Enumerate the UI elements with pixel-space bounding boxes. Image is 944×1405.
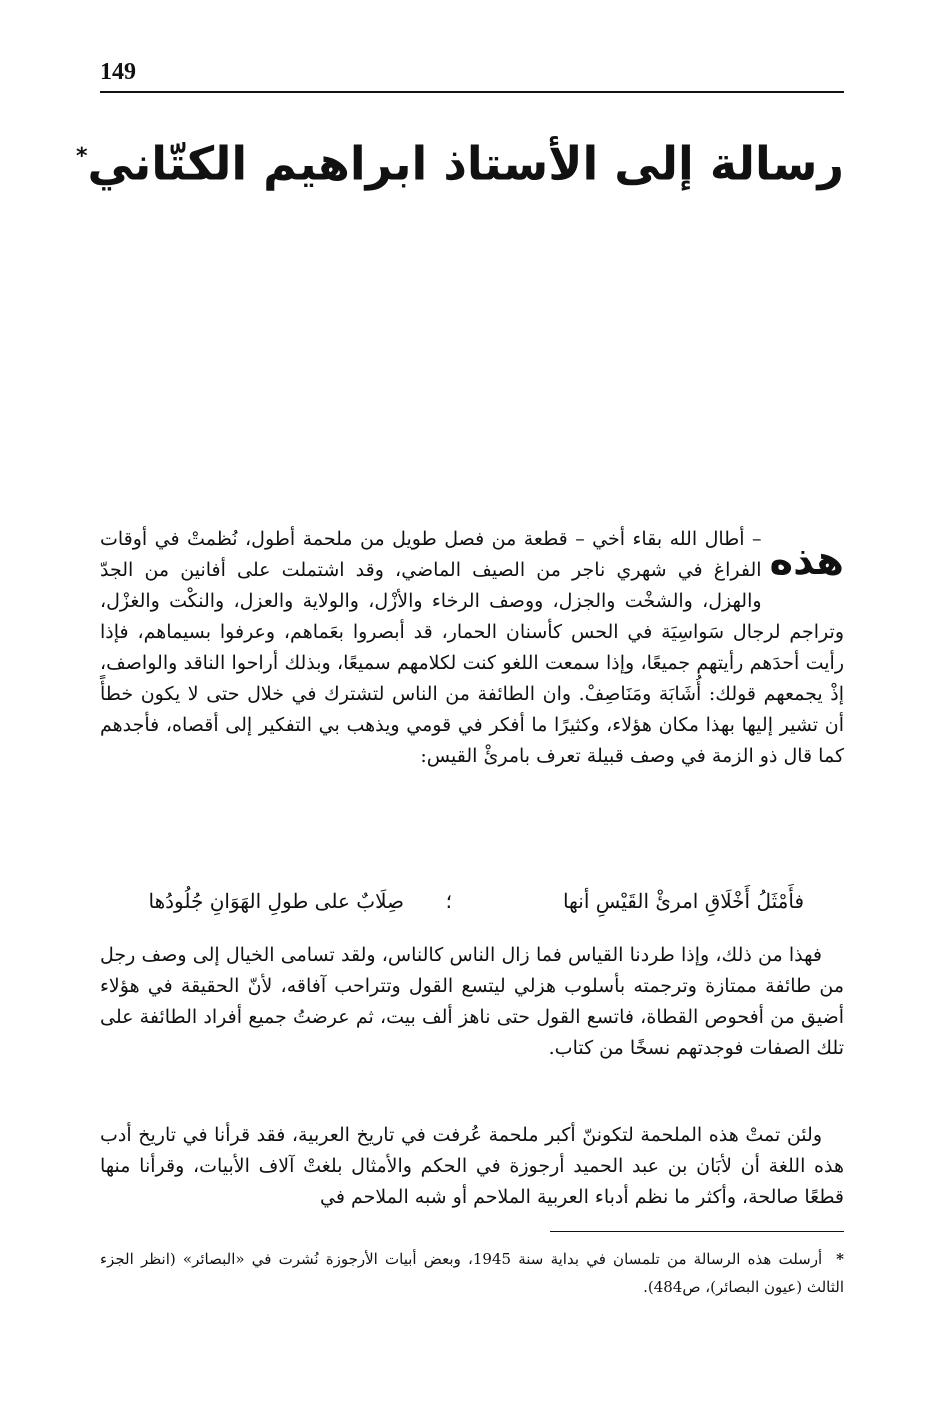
- verse-hemistich-2: صِلَابٌ على طولِ الهَوَانِ جُلُودُها: [148, 889, 404, 913]
- footnote-marker: *: [836, 1250, 844, 1268]
- paragraph-3-text: ولئن تمتْ هذه الملحمة لتكوننّ أكبر ملحمة عُرفت في تاريخ العربية، فقد قرأنا في تاريخ أدب هذه اللغة أن لأبَان بن عبد الحميد أرجوزة في الحكم والأمثال بلغتْ آلاف الأبيات، وقرأنا منها قطعًا صالحة، وأكثر ما نظم أدباء العربية الملاحم أو شبه الملاحم في: [100, 1124, 844, 1208]
- title-footnote-marker: *: [75, 144, 88, 169]
- footnote: [100, 1245, 844, 1301]
- title-text: رسالة إلى الأستاذ ابراهيم الكتّاني: [87, 136, 844, 191]
- paragraph-2: [100, 940, 844, 1064]
- drop-word: هذه: [769, 538, 844, 584]
- paragraph-1: [100, 524, 844, 772]
- verse-hemistich-1: فأَمْثَلُ أَخْلَاقِ امرئْ القَيْسِ أنها: [562, 889, 804, 913]
- footnote-rule: [550, 1231, 844, 1232]
- verse-separator: ؛: [445, 889, 452, 913]
- header-rule: [100, 91, 844, 93]
- paragraph-1-text: – أطال الله بقاء أخي – قطعة من فصل طويل من ملحمة أطول، نُظمتْ في أوقات الفراغ في شهري ناجر من الصيف الماضي، وقد اشتملت على أفانين من الجدّ والهزل، والشخْت والجزل، ووصف الرخاء والأزْل، والولاية والعزل، والنكْت والغزْل، وتراجم لرجال سَواسِيَة في الحس كأسنان الحمار، قد أبصروا بعَماهم، وعرفوا بسيماهم، فإذا رأيت أحدَهم رأيتهم جميعًا، وإذا سمعت اللغو كنت لكلامهم سميعًا، وبذلك أراحوا الناقد والواصف، إذْ يجمعهم قولك: أُشَابَة ومَنَاصِفْ. وان الطائفة من الناس لتشترك في خلال حتى لا يكون خطأً أن تشير إليها بهذا مكان هؤلاء، وكثيرًا ما أفكر في قومي ويذهب بي التفكير إلى أقصاه، فأجدهم كما قال ذو الزمة في وصف قبيلة تعرف بامرئْ القيس:: [100, 528, 844, 767]
- paragraph-3: [100, 1120, 844, 1213]
- page-title: [75, 122, 844, 198]
- page-number: 149: [100, 59, 136, 85]
- paragraph-2-text: فهذا من ذلك، وإذا طردنا القياس فما زال الناس كالناس، ولقد تسامى الخيال إلى وصف رجل من طائفة ممتازة وترجمته بأسلوب هزلي ليتسع القول وتتراحب آفاقه، لأنّ الحقيقة في هؤلاء أضيق من أفحوص القطاة، فاتسع القول حتى ناهز ألف بيت، ثم عرضتُ جميع أفراد الطائفة على تلك الصفات فوجدتهم نسخًا من كتاب.: [100, 944, 844, 1059]
- footnote-text: أرسلت هذه الرسالة من تلمسان في بداية سنة 1945، وبعض أبيات الأرجوزة نُشرت في «البصائر» (انظر الجزء الثالث (عيون البصائر)، ص484).: [100, 1250, 844, 1296]
